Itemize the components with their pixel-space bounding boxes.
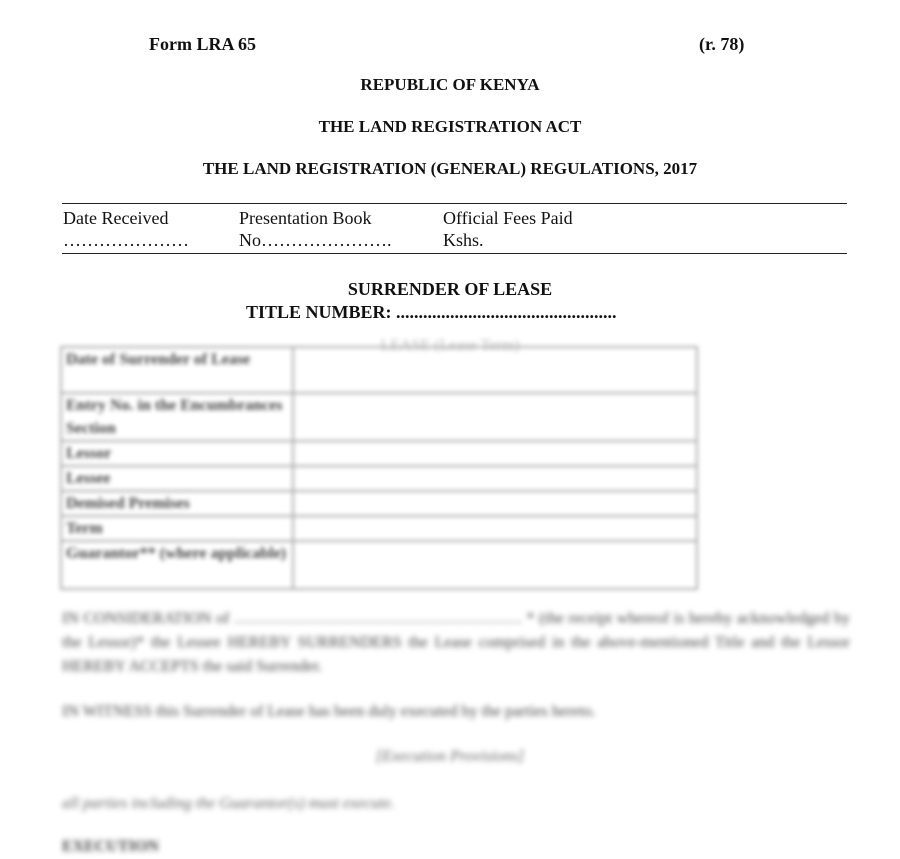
table-row bbox=[61, 393, 697, 441]
row-label: Date of Surrender of Lease bbox=[61, 347, 293, 393]
row-value bbox=[293, 347, 697, 393]
country-heading: REPUBLIC OF KENYA bbox=[360, 75, 540, 94]
divider-top bbox=[62, 203, 847, 204]
presentation-book-label: Presentation Book bbox=[239, 208, 372, 228]
table-row bbox=[61, 516, 697, 541]
presentation-book-field bbox=[239, 207, 392, 251]
regulations-heading: THE LAND REGISTRATION (GENERAL) REGULATIONS, 2017 bbox=[202, 159, 698, 178]
row-label: Lessor bbox=[61, 441, 293, 466]
document-title: SURRENDER OF LEASE bbox=[347, 279, 553, 299]
witness-paragraph: IN WITNESS this Surrender of Lease has been duly executed by the parties hereto. bbox=[62, 703, 596, 720]
table-row bbox=[61, 466, 697, 491]
date-received-field bbox=[63, 207, 189, 251]
execution-provisions: [Execution Provisions] bbox=[375, 748, 525, 765]
row-value bbox=[293, 441, 697, 466]
lease-details-table bbox=[60, 346, 698, 590]
row-label: Guarantor** (where applicable) bbox=[61, 541, 293, 589]
date-received-value: ………………… bbox=[63, 230, 189, 250]
official-fees-field bbox=[443, 207, 573, 251]
row-label: Entry No. in the Encumbrances Section bbox=[61, 393, 293, 441]
row-label: Term bbox=[61, 516, 293, 541]
table-row bbox=[61, 441, 697, 466]
act-heading: THE LAND REGISTRATION ACT bbox=[318, 117, 582, 136]
title-number: TITLE NUMBER: ................................................. bbox=[246, 302, 617, 322]
presentation-book-number: No…………………. bbox=[239, 230, 392, 250]
lease-caption: LEASE (Lease Term) bbox=[380, 337, 520, 354]
row-value bbox=[293, 516, 697, 541]
execution-heading: EXECUTION bbox=[62, 838, 159, 855]
row-value bbox=[293, 541, 697, 589]
official-fees-label: Official Fees Paid bbox=[443, 208, 573, 228]
row-label: Demised Premises bbox=[61, 491, 293, 516]
form-id: Form LRA 65 bbox=[149, 34, 256, 54]
execution-note: all parties including the Guarantor(s) must execute. bbox=[62, 795, 395, 812]
row-value bbox=[293, 491, 697, 516]
row-value bbox=[293, 466, 697, 491]
official-fees-currency: Kshs. bbox=[443, 230, 484, 250]
table-row bbox=[61, 491, 697, 516]
consideration-paragraph: IN CONSIDERATION of ……………………………………………… * (the receipt whereof is hereby acknowledged by the Lessor)* the Lessee HEREBY SURRENDERS the Lease comprised in the above-mentioned Title and the Lessor HEREBY ACCEPTS the said Surrender. bbox=[62, 610, 850, 675]
rule-reference: (r. 78) bbox=[699, 34, 745, 54]
row-label: Lessee bbox=[61, 466, 293, 491]
table-row bbox=[61, 347, 697, 393]
table-row bbox=[61, 541, 697, 589]
date-received-label: Date Received bbox=[63, 208, 169, 228]
row-value bbox=[293, 393, 697, 441]
divider-bottom bbox=[62, 253, 847, 254]
